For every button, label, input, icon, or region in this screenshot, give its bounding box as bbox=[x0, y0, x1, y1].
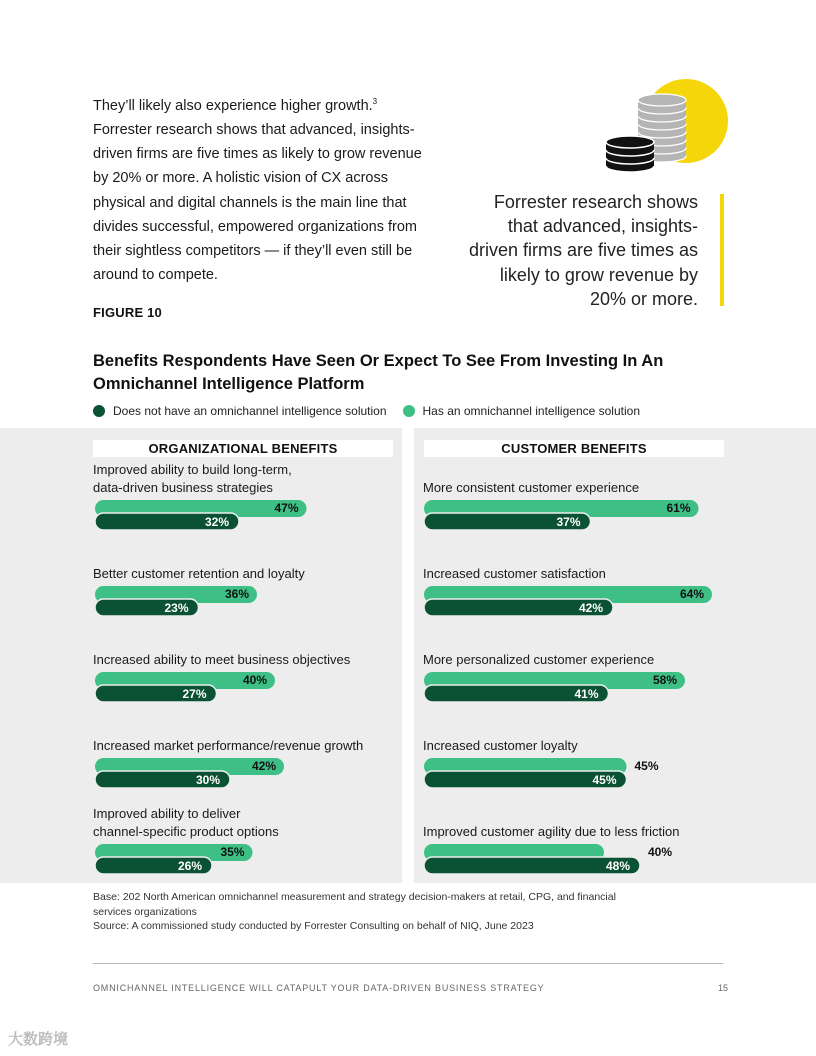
legend-dot-light bbox=[403, 405, 415, 417]
value-has-1-1: 64% bbox=[679, 587, 704, 601]
value-has-0-3: 42% bbox=[251, 759, 276, 773]
value-not-1-0: 37% bbox=[556, 515, 581, 529]
source-note bbox=[93, 890, 653, 934]
footer-title: OMNICHANNEL INTELLIGENCE WILL CATAPULT YOUR DATA-DRIVEN BUSINESS STRATEGY bbox=[93, 983, 545, 993]
value-has-1-3: 45% bbox=[634, 759, 659, 773]
value-not-0-0: 32% bbox=[204, 515, 229, 529]
legend-label-has: Has an omnichannel intelligence solution bbox=[422, 404, 640, 418]
source-study: Source: A commissioned study conducted by Forrester Consulting on behalf of NIQ, June 2023 bbox=[93, 920, 534, 932]
legend-item-not bbox=[93, 404, 387, 418]
panel-customer-benefits bbox=[414, 428, 816, 883]
value-not-0-1: 23% bbox=[164, 601, 189, 615]
footer-divider bbox=[93, 963, 723, 964]
bar-label-1-1-0: Increased customer satisfaction bbox=[423, 566, 606, 581]
value-not-1-3: 45% bbox=[592, 773, 617, 787]
panel-title-organizational: ORGANIZATIONAL BENEFITS bbox=[93, 440, 393, 457]
coins-icon bbox=[600, 78, 730, 173]
value-has-1-0: 61% bbox=[666, 501, 691, 515]
value-not-0-2: 27% bbox=[182, 687, 207, 701]
value-not-1-4: 48% bbox=[605, 859, 630, 873]
bar-label-0-1-0: Better customer retention and loyalty bbox=[93, 566, 305, 581]
watermark: 大数跨境 bbox=[8, 1031, 69, 1048]
chart-legend bbox=[93, 404, 640, 418]
value-not-0-3: 30% bbox=[195, 773, 220, 787]
legend-label-not: Does not have an omnichannel intelligence solution bbox=[113, 404, 387, 418]
panel-organizational-benefits bbox=[0, 428, 402, 883]
intro-text-2: Forrester research shows that advanced, insights-driven firms are five times as likely to grow revenue by 20% or more. A holistic vision of CX across physical and digital channels is the main line that divides successful, empowered organizations from their sightless competitors — if they’ll even still be around to compete. bbox=[93, 122, 422, 284]
value-has-1-2: 58% bbox=[652, 673, 677, 687]
figure-title: Benefits Respondents Have Seen Or Expect To See From Investing In An Omnichannel Intelligence Platform bbox=[93, 352, 664, 393]
bar-label-0-4-1: channel-specific product options bbox=[93, 824, 279, 839]
bar-label-1-3-0: Increased customer loyalty bbox=[423, 738, 578, 753]
legend-item-has bbox=[403, 404, 640, 418]
value-has-0-0: 47% bbox=[274, 501, 299, 515]
bar-label-1-2-0: More personalized customer experience bbox=[423, 652, 655, 667]
bar-label-0-2-0: Increased ability to meet business objectives bbox=[93, 652, 351, 667]
chart-customer-benefits bbox=[414, 428, 816, 883]
value-not-1-2: 41% bbox=[574, 687, 599, 701]
value-has-0-1: 36% bbox=[224, 587, 249, 601]
legend-dot-dark bbox=[93, 405, 105, 417]
value-not-1-1: 42% bbox=[578, 601, 603, 615]
value-has-0-4: 35% bbox=[220, 845, 245, 859]
footnote-ref[interactable]: 3 bbox=[372, 97, 378, 106]
bar-label-0-4-0: Improved ability to deliver bbox=[93, 806, 241, 821]
bar-label-0-0-0: Improved ability to build long-term, bbox=[93, 462, 292, 477]
source-base: Base: 202 North American omnichannel measurement and strategy decision-makers at retail, CPG, and financial services organizations bbox=[93, 891, 616, 918]
pull-quote: Forrester research shows that advanced, insights-driven firms are five times as likely to grow revenue by 20% or more. bbox=[468, 192, 698, 309]
intro-paragraph bbox=[93, 90, 438, 287]
bar-label-0-3-0: Increased market performance/revenue growth bbox=[93, 738, 364, 753]
page-number: 15 bbox=[718, 983, 729, 993]
value-has-0-2: 40% bbox=[242, 673, 267, 687]
bar-label-0-0-1: data-driven business strategies bbox=[93, 480, 273, 495]
intro-text: They’ll likely also experience higher growth. bbox=[93, 97, 373, 114]
chart-organizational-benefits bbox=[0, 428, 402, 883]
value-not-0-4: 26% bbox=[177, 859, 202, 873]
bar-label-1-4-0: Improved customer agility due to less friction bbox=[423, 824, 680, 839]
pull-quote-accent-bar bbox=[720, 194, 724, 306]
panel-title-customer: CUSTOMER BENEFITS bbox=[424, 440, 724, 457]
bar-label-1-0-0: More consistent customer experience bbox=[423, 480, 640, 495]
value-has-1-4: 40% bbox=[648, 845, 673, 859]
figure-label: FIGURE 10 bbox=[93, 305, 162, 320]
